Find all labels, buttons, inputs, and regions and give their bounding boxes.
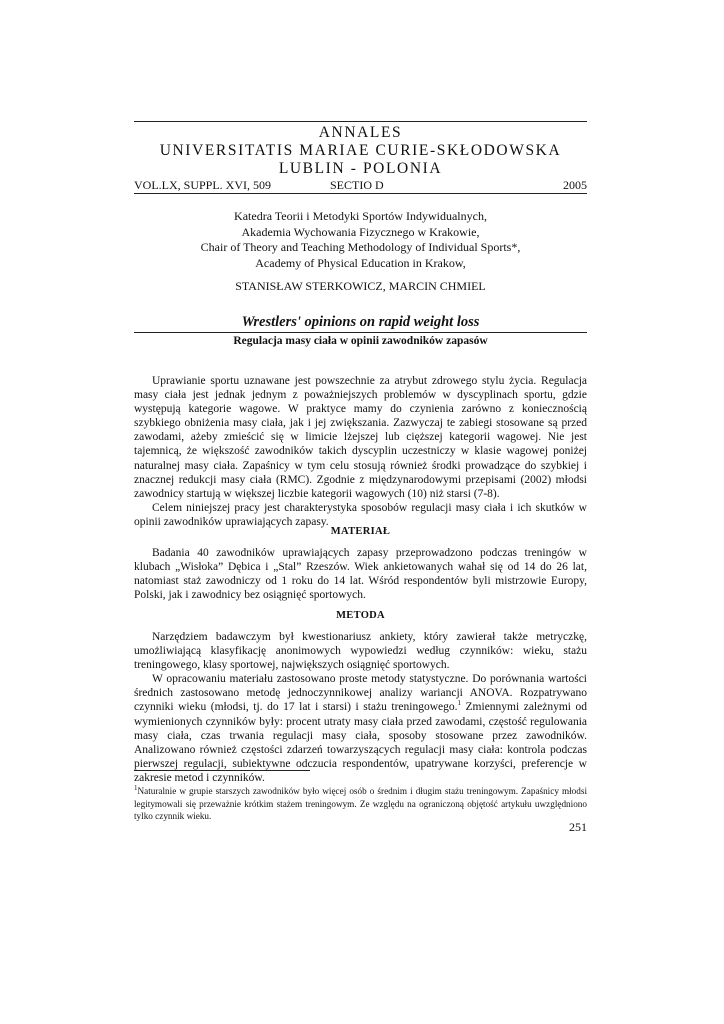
volume-info: VOL.LX, SUPPL. XVI, 509: [134, 178, 272, 192]
footnote-ref: 1: [457, 699, 461, 708]
metoda-text: Zmiennymi zależnymi od wymienionych czynników były: procent utraty masy ciała przed zawodami, częstość regulowania masy ciała, czas trwania regulacji masy ciała, sposoby stosowane przez zawodników. Analizowano również częstości zdarzeń towarzyszących regulacji masy ciała: kontrola podczas pierwszej regulacji, subiektywne odczucia respondentów, upatrywane korzyści, preferencje w zakresie metod i czynników.: [134, 701, 587, 784]
section-info: SECTIO D: [330, 178, 384, 192]
header-top-rule: [134, 121, 587, 122]
affiliation-line: Academy of Physical Education in Krakow,: [255, 255, 466, 270]
material-paragraph: Badania 40 zawodników uprawiających zapasy przeprowadzono podczas treningów w klubach „Wisłoka” Dębica i „Stal” Rzeszów. Wiek ankietowanych wahał się od 14 do 26 lat, natomiast staż zawodniczy od 1 roku do 14 lat. Wśród respondentów byli mistrzowie Europy, Polski, jak i zawodnicy bez osiągnięć sportowych.: [134, 547, 587, 602]
material-section: [134, 546, 587, 602]
paper-title: Wrestlers' opinions on rapid weight loss: [241, 314, 480, 330]
journal-university: UNIVERSITATIS MARIAE CURIE-SKŁODOWSKA: [159, 142, 562, 159]
material-heading: MATERIAŁ: [330, 526, 391, 537]
affiliation-line: Akademia Wychowania Fizycznego w Krakowie,: [241, 224, 480, 239]
affiliation: [134, 209, 587, 271]
page-number: 251: [569, 820, 587, 834]
introduction: [134, 374, 587, 529]
metoda-paragraph: [134, 672, 587, 785]
paper-subtitle: Regulacja masy ciała w opinii zawodników zapasów: [233, 335, 488, 347]
journal-name: ANNALES: [318, 124, 403, 141]
footnote-mark: 1: [134, 783, 138, 792]
year-info: 2005: [563, 178, 587, 192]
affiliation-line: Katedra Teorii i Metodyki Sportów Indywidualnych,: [234, 209, 487, 223]
metoda-text: W opracowaniu materiału zastosowano proste metody statystyczne. Do porównania wartości średnich zastosowano metodę jednoczynnikowej analizy wariancji ANOVA. Rozpatrywano czynniki wieku (młodsi, tj. do 17 lat i starsi) i stażu treningowego.: [134, 673, 587, 714]
header-bottom-rule: [134, 193, 587, 194]
authors: STANISŁAW STERKOWICZ, MARCIN CHMIEL: [235, 279, 486, 293]
metoda-paragraph: Narzędziem badawczym był kwestionariusz ankiety, który zawierał także metryczkę, umożliwiającą klasyfikację anonimowych wypowiedzi według czynników: wieku, stażu treningowego, klasy sportowej, największych osiągnięć sportowych.: [134, 631, 587, 672]
intro-paragraph: Uprawianie sportu uznawane jest powszechnie za atrybut zdrowego stylu życia. Regulacja masy ciała jest jednak jednym z poważniejszych problemów w dyscyplinach sportu, gdzie występują kategorie wagowe. W praktyce mamy do czynienia zarówno z koniecznością szybkiego obniżenia masy ciała, jak i jej zwiększania. Zazwyczaj te zabiegi stosowane są przed zawodami, ażeby zmieścić się w limicie lżejszej lub cięższej kategorii wagowej. Nie jest tajemnicą, że większość zawodników takich dyscyplin uczestniczy w klasie wagowej poniżej naturalnej masy ciała. Zapaśnicy w tym celu stosują również środki prowadzące do szybkiej i znacznej redukcji masy ciała (RMC). Zgodnie z międzynarodowymi przepisami (2002) młodsi zawodnicy startują w większej liczbie kategorii wagowych (10) niż starsi (7-8).: [134, 375, 587, 500]
affiliation-line: Chair of Theory and Teaching Methodology of Individual Sports*,: [200, 240, 521, 254]
intro-paragraph: Celem niniejszej pracy jest charakterystyka sposobów regulacji masy ciała i ich skutków w opinii zawodników uprawiających zapasy.: [134, 501, 587, 528]
footnote-rule: [134, 770, 310, 771]
footnote: [134, 785, 587, 823]
metoda-section: [134, 630, 587, 785]
metoda-heading: METODA: [336, 610, 385, 621]
title-rule: [134, 332, 587, 333]
footnote-text: Naturalnie w grupie starszych zawodników było więcej osób o średnim i długim stażu treningowym. Zapaśnicy młodsi legitymowali się przeważnie krótkim stażem treningowym. Ze względu na ograniczoną objętość artykułu uwzględniono tylko czynnik wieku.: [134, 786, 587, 821]
journal-city: LUBLIN - POLONIA: [278, 160, 443, 177]
